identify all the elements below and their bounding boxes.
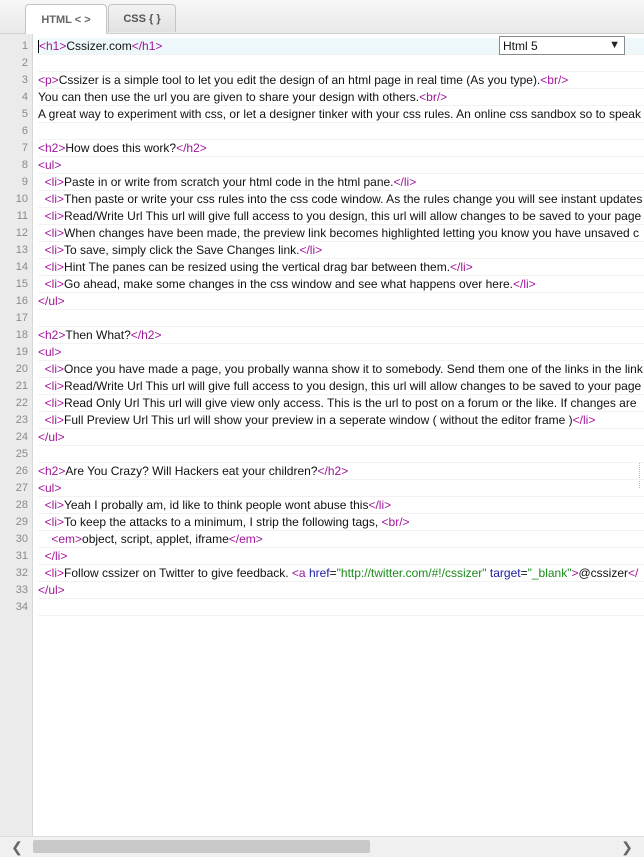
code-text [38, 243, 45, 257]
code-text [38, 515, 45, 529]
code-val: "http://twitter.com/#!/cssizer" [336, 566, 487, 580]
doctype-select[interactable] [499, 36, 625, 55]
code-text: @cssizer [578, 566, 629, 580]
code-tag: </li> [572, 413, 596, 427]
code-tag: <li> [44, 260, 65, 274]
code-tag: <li> [44, 566, 65, 580]
code-tag: <h2> [38, 328, 66, 342]
code-tag: </h2> [176, 141, 207, 155]
code-tag: </li> [368, 498, 392, 512]
code-tag: <h1> [39, 39, 67, 53]
line-number: 4 [21, 91, 28, 103]
code-line[interactable] [38, 89, 644, 106]
code-line[interactable] [38, 72, 644, 89]
line-number: 27 [15, 482, 28, 494]
code-line[interactable] [38, 242, 644, 259]
code-text [38, 413, 45, 427]
code-text [38, 362, 45, 376]
code-tag: <li> [44, 498, 65, 512]
code-tag: <li> [44, 209, 65, 223]
code-tag: </li> [512, 277, 536, 291]
code-tag: <br/> [419, 90, 448, 104]
line-number: 12 [15, 227, 28, 239]
code-tag: <h2> [38, 464, 66, 478]
code-tag: </em> [228, 532, 263, 546]
code-text [38, 209, 45, 223]
code-line[interactable] [38, 225, 644, 242]
line-number: 9 [21, 176, 28, 188]
line-number: 20 [15, 363, 28, 375]
code-line[interactable] [38, 106, 644, 123]
line-number: 34 [15, 601, 28, 613]
code-line[interactable] [38, 123, 644, 140]
code-text: Full Preview Url This url will show your preview in a seperate window ( without the editor frame ) [64, 413, 573, 427]
line-number: 32 [15, 567, 28, 579]
code-text: Read Only Url This url will give view only access. This is the url to post on a forum or the like. If changes are [64, 396, 637, 410]
code-tag: <li> [44, 192, 65, 206]
code-tag: <ul> [38, 158, 62, 172]
code-tag: </ul> [38, 430, 65, 444]
scroll-right-icon[interactable]: ❯ [621, 838, 633, 855]
code-line[interactable] [38, 344, 644, 361]
line-number: 28 [15, 499, 28, 511]
code-tag: <li> [44, 413, 65, 427]
code-line[interactable] [38, 514, 644, 531]
code-line[interactable] [38, 429, 644, 446]
code-tag: <li> [44, 243, 65, 257]
code-line[interactable] [38, 310, 644, 327]
code-line[interactable] [38, 582, 644, 599]
code-line[interactable] [38, 497, 644, 514]
line-number: 1 [21, 40, 28, 52]
line-number: 17 [15, 312, 28, 324]
code-tag: <li> [44, 362, 65, 376]
code-text: Then What? [65, 328, 131, 342]
code-text: Are You Crazy? Will Hackers eat your children? [65, 464, 318, 478]
code-line[interactable] [38, 599, 644, 616]
code-text [38, 277, 45, 291]
code-line[interactable] [38, 395, 644, 412]
code-line[interactable] [38, 412, 644, 429]
code-text: Once you have made a page, you probally wanna show it to somebody. Send them one of the links in the link [64, 362, 643, 376]
code-editor[interactable] [0, 34, 644, 836]
code-line[interactable] [38, 157, 644, 174]
code-line[interactable] [38, 531, 644, 548]
code-text: To keep the attacks to a minimum, I strip the following tags, [64, 515, 382, 529]
code-tag: <li> [44, 379, 65, 393]
code-text: Cssizer is a simple tool to let you edit the design of an html page in real time (As you type). [58, 73, 541, 87]
code-tag: </li> [44, 549, 68, 563]
code-line[interactable] [38, 174, 644, 191]
code-tag: <li> [44, 175, 65, 189]
code-text: Then paste or write your css rules into the css code window. As the rules change you will see instant updates [64, 192, 643, 206]
line-number: 33 [15, 584, 28, 596]
code-tag: </ul> [38, 583, 65, 597]
code-tag: </ [628, 566, 639, 580]
code-line[interactable] [38, 361, 644, 378]
code-line[interactable] [38, 446, 644, 463]
code-tag: <ul> [38, 345, 62, 359]
line-number: 14 [15, 261, 28, 273]
line-number: 23 [15, 414, 28, 426]
code-text: You can then use the url you are given to share your design with others. [38, 90, 420, 104]
code-text: A great way to experiment with css, or let a designer tinker with your css rules. An online css sandbox so to speak [38, 107, 641, 121]
code-text: Cssizer.com [66, 39, 132, 53]
tab-bar [0, 0, 644, 34]
scrollbar-thumb[interactable] [33, 840, 370, 853]
code-text: object, script, applet, iframe [82, 532, 229, 546]
code-text: Yeah I probally am, id like to think people wont abuse this [64, 498, 369, 512]
code-attr: target [489, 566, 521, 580]
code-text [38, 549, 45, 563]
code-tag: <br/> [540, 73, 569, 87]
code-text [38, 192, 45, 206]
line-number: 30 [15, 533, 28, 545]
line-number: 19 [15, 346, 28, 358]
code-text: To save, simply click the Save Changes link. [64, 243, 300, 257]
code-tag: </h2> [130, 328, 162, 342]
line-number: 11 [16, 210, 28, 222]
code-tag: <li> [44, 396, 65, 410]
code-line[interactable] [38, 208, 644, 225]
code-text: = [329, 566, 337, 580]
code-text [38, 532, 51, 546]
tab-css[interactable]: CSS { } [108, 4, 176, 32]
code-text: Read/Write Url This url will give full access to you design, this url will allow changes to be saved to your page [64, 209, 642, 223]
code-text: When changes have been made, the preview link becomes highlighted letting you know you have unsaved c [64, 226, 640, 240]
code-line[interactable] [38, 55, 644, 72]
line-number: 16 [15, 295, 28, 307]
code-line[interactable] [38, 463, 644, 480]
line-number: 3 [21, 74, 28, 86]
line-number: 2 [21, 57, 28, 69]
line-number: 21 [15, 380, 28, 392]
line-number: 10 [15, 193, 28, 205]
code-line[interactable] [38, 565, 644, 582]
code-tag: <br/> [381, 515, 410, 529]
line-number: 26 [15, 465, 28, 477]
code-text [38, 396, 45, 410]
line-number: 24 [15, 431, 28, 443]
code-attr: href [308, 566, 330, 580]
line-number: 8 [21, 159, 28, 171]
line-number: 5 [21, 108, 28, 120]
code-tag: <p> [38, 73, 59, 87]
code-text [38, 498, 45, 512]
code-tag: <em> [51, 532, 83, 546]
code-tag: </h2> [317, 464, 349, 478]
code-text: Hint The panes can be resized using the vertical drag bar between them. [64, 260, 451, 274]
code-line[interactable] [38, 293, 644, 310]
tab-html[interactable]: HTML < > [25, 4, 107, 34]
chevron-down-icon: ▼ [609, 39, 620, 51]
code-tag: </li> [299, 243, 323, 257]
line-number: 22 [15, 397, 28, 409]
code-tag: </li> [393, 175, 417, 189]
code-text [38, 379, 45, 393]
code-line[interactable] [38, 378, 644, 395]
code-line[interactable] [38, 327, 644, 344]
code-text [38, 566, 45, 580]
code-line[interactable] [38, 259, 644, 276]
code-text: = [520, 566, 528, 580]
line-number: 18 [15, 329, 28, 341]
code-tag: </li> [450, 260, 473, 274]
code-text [38, 175, 45, 189]
code-line[interactable] [38, 480, 644, 497]
line-number: 31 [15, 550, 28, 562]
code-line[interactable] [38, 548, 644, 565]
line-number: 15 [15, 278, 28, 290]
scroll-left-icon[interactable]: ❮ [11, 838, 23, 855]
code-line[interactable] [38, 276, 644, 293]
line-number: 6 [21, 125, 28, 137]
horizontal-scrollbar[interactable] [0, 836, 644, 857]
code-tag: <li> [44, 515, 65, 529]
code-text: How does this work? [65, 141, 177, 155]
code-tag: <li> [44, 226, 65, 240]
line-number: 25 [15, 448, 28, 460]
code-text: Go ahead, make some changes in the css window and see what happens over here. [64, 277, 513, 291]
line-number: 13 [15, 244, 28, 256]
doctype-select-value: Html 5 [503, 38, 538, 53]
code-tag: <li> [44, 277, 65, 291]
code-text: Follow cssizer on Twitter to give feedback. [64, 566, 292, 580]
code-tag: > [571, 566, 579, 580]
code-tag: </ul> [38, 294, 65, 308]
code-text: Paste in or write from scratch your html code in the html pane. [64, 175, 394, 189]
line-number: 29 [15, 516, 28, 528]
code-tag: </h1> [131, 39, 163, 53]
code-tag: <h2> [38, 141, 66, 155]
code-tag: <ul> [38, 481, 62, 495]
code-text [38, 260, 45, 274]
code-val: "_blank" [527, 566, 572, 580]
line-number: 7 [21, 142, 28, 154]
code-text [38, 226, 45, 240]
code-line[interactable] [38, 191, 644, 208]
code-tag: <a [291, 566, 309, 580]
code-text: Read/Write Url This url will give full access to you design, this url will allow changes to be saved to your page [64, 379, 642, 393]
code-line[interactable] [38, 140, 644, 157]
